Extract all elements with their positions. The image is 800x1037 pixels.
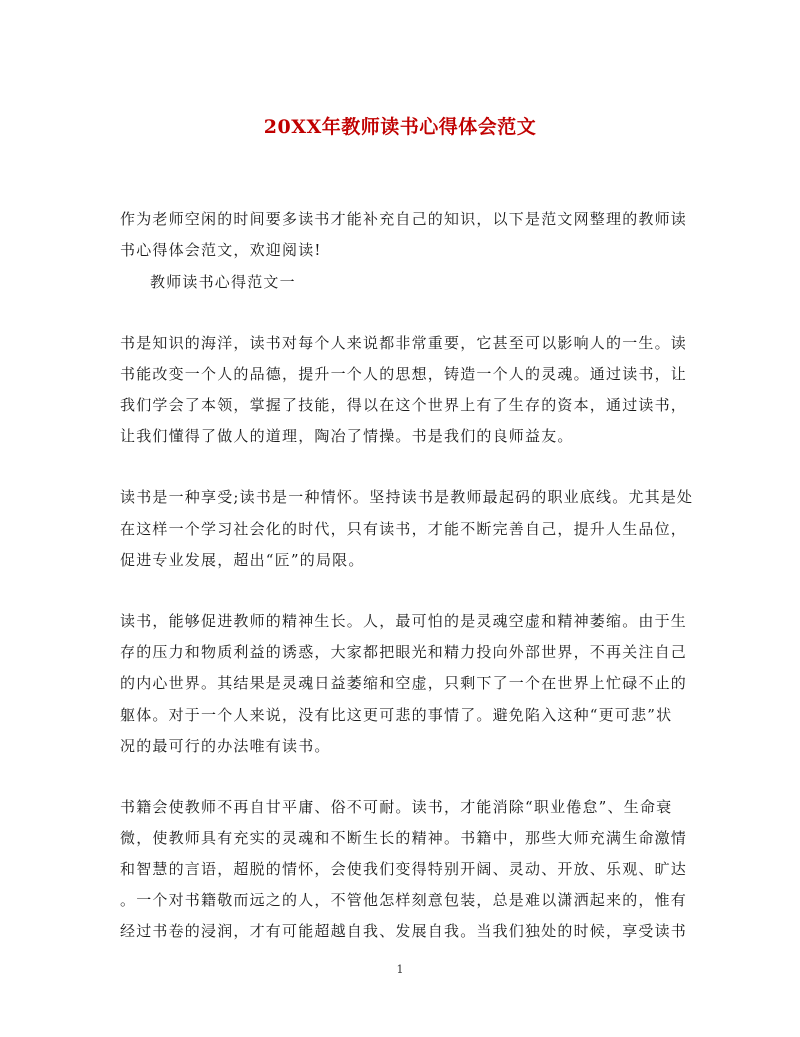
paragraph-3-line-4: 躯体。对于一个人来说，没有比这更可悲的事情了。避免陷入这种“更可悲”状 [120, 706, 673, 724]
paragraph-1-line-2: 书能改变一个人的品德，提升一个人的思想，铸造一个人的灵魂。通过读书，让 [120, 365, 688, 383]
paragraph-3-line-3: 的内心世界。其结果是灵魂日益萎缩和空虚，只剩下了一个在世界上忙碌不止的 [120, 674, 688, 692]
paragraph-1-line-1: 书是知识的海洋，读书对每个人来说都非常重要，它甚至可以影响人的一生。读 [120, 334, 688, 352]
paragraph-2-line-1: 读书是一种享受;读书是一种情怀。坚持读书是教师最起码的职业底线。尤其是处 [120, 488, 694, 506]
paragraph-2-line-2: 在这样一个学习社会化的时代，只有读书，才能不断完善自己，提升人生品位， [120, 520, 688, 538]
paragraph-1-line-3: 我们学会了本领，掌握了技能，得以在这个世界上有了生存的资本，通过读书， [120, 396, 688, 414]
paragraph-1-line-4: 让我们懂得了做人的道理，陶冶了情操。书是我们的良师益友。 [120, 427, 574, 445]
paragraph-4-line-2: 微，使教师具有充实的灵魂和不断生长的精神。书籍中，那些大师充满生命激情 [120, 829, 688, 847]
paragraph-3-line-2: 存的压力和物质利益的诱惑，大家都把眼光和精力投向外部世界，不再关注自己 [120, 643, 688, 661]
paragraph-3-line-1: 读书，能够促进教师的精神生长。人，最可怕的是灵魂空虚和精神萎缩。由于生 [120, 612, 688, 630]
section-heading: 教师读书心得范文一 [150, 273, 296, 291]
intro-line-1: 作为老师空闲的时间要多读书才能补充自己的知识，以下是范文网整理的教师读 [120, 210, 688, 228]
paragraph-2-line-3: 促进专业发展，超出“匠”的局限。 [120, 551, 365, 569]
paragraph-3-line-5: 况的最可行的办法唯有读书。 [120, 737, 331, 755]
page-number: 1 [396, 963, 404, 976]
intro-line-2: 书心得体会范文，欢迎阅读! [120, 241, 322, 259]
document-title: 20XX年教师读书心得体会范文 [263, 116, 537, 138]
paragraph-4-line-1: 书籍会使教师不再自甘平庸、俗不可耐。读书，才能消除“职业倦怠”、生命衰 [120, 798, 673, 816]
paragraph-4-line-3: 和智慧的言语，超脱的情怀，会使我们变得特别开阔、灵动、开放、乐观、旷达 [120, 860, 688, 878]
paragraph-4-line-4: 。一个对书籍敬而远之的人，不管他怎样刻意包装，总是难以潇洒起来的，惟有 [120, 891, 688, 909]
paragraph-4-line-5: 经过书卷的浸润，才有可能超越自我、发展自我。当我们独处的时候，享受读书 [120, 922, 688, 940]
